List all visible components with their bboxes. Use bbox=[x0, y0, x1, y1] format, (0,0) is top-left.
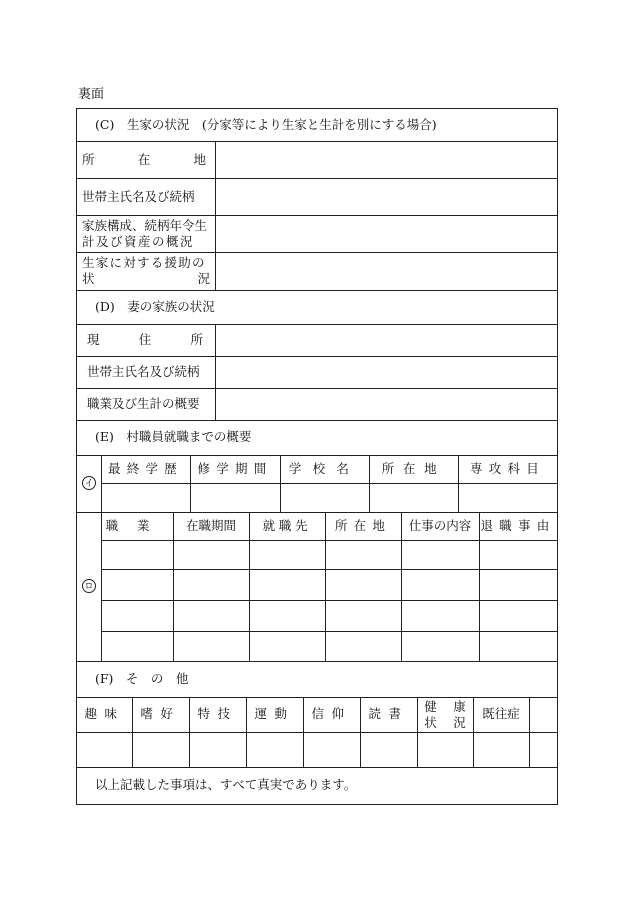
header-major: 専攻科目 bbox=[469, 460, 545, 476]
header-occupation: 職業 bbox=[105, 517, 169, 533]
header-final-education: 最終学歴 bbox=[107, 460, 183, 476]
section-c-title: (C) 生家の状況 (分家等により生家と生計を別にする場合) bbox=[95, 117, 437, 132]
section-d-title: (D) 妻の家族の状況 bbox=[95, 299, 215, 314]
label-occupation-livelihood: 職業及び生計の概要 bbox=[87, 396, 200, 411]
header-employment-period: 在職期間 bbox=[185, 517, 236, 533]
header-religion: 信仰 bbox=[311, 706, 352, 722]
declaration-text: 以上記載した事項は、すべて真実であります。 bbox=[95, 777, 357, 792]
label-current-address: 現 住 所 bbox=[87, 332, 203, 347]
header-preferences: 嗜好 bbox=[140, 706, 181, 722]
label-family-composition: 家族構成、続柄年令生 計及び資産の概況 bbox=[82, 218, 208, 249]
section-e-title: (E) 村職員就職までの概要 bbox=[95, 429, 252, 444]
header-resignation-reason: 退職事由 bbox=[480, 517, 556, 533]
header-health-status: 健 康 状 況 bbox=[424, 698, 466, 730]
label-location: 所 在 地 bbox=[82, 152, 206, 167]
header-employer: 就職先 bbox=[262, 517, 312, 533]
header-medical-history: 既往症 bbox=[482, 706, 520, 722]
header-job-content: 仕事の内容 bbox=[408, 517, 472, 533]
label-support-status: 生家に対する援助の 状 況 bbox=[82, 255, 210, 286]
header-sports: 運動 bbox=[254, 706, 295, 722]
label-household-head-d: 世帯主氏名及び続柄 bbox=[87, 364, 200, 379]
label-household-head-c: 世帯主氏名及び続柄 bbox=[82, 189, 195, 204]
header-hobbies: 趣味 bbox=[84, 706, 125, 722]
header-school-name: 学校名 bbox=[288, 460, 361, 476]
header-school-location: 所在地 bbox=[381, 460, 446, 476]
page-label: 裏面 bbox=[78, 87, 105, 102]
header-skills: 特技 bbox=[197, 706, 238, 722]
header-work-location: 所在地 bbox=[334, 517, 392, 533]
header-reading: 読書 bbox=[368, 706, 409, 722]
mark-i: イ bbox=[82, 476, 96, 490]
personal-history-form-back bbox=[76, 108, 558, 805]
mark-ro: ロ bbox=[82, 579, 96, 593]
section-f-title: (F) そ の 他 bbox=[95, 671, 189, 686]
header-study-period: 修学期間 bbox=[197, 460, 273, 476]
